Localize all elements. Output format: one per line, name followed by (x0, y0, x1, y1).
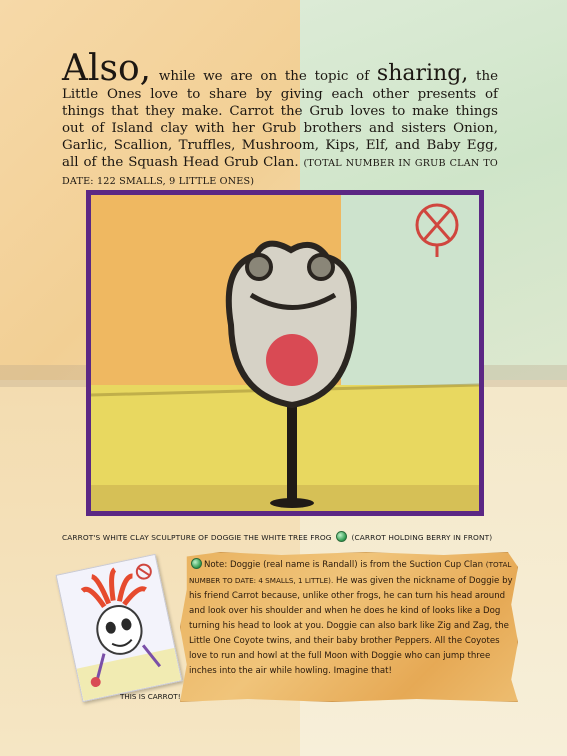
intro-paragraph (62, 48, 498, 190)
caption-text-a: CARROT'S WHITE CLAY SCULPTURE OF DOGGIE THE WHITE TREE FROG (62, 533, 335, 542)
intro-drop-word: Also, (62, 48, 152, 89)
intro-clan-total: (TOTAL NUMBER IN GRUB CLAN TO DATE: 122 SMALLS, 9 LITTLE ONES) (62, 158, 498, 187)
frog-sculpture-picture (86, 190, 484, 516)
note-clan-total: (TOTAL NUMBER TO DATE: 4 SMALLS, 1 LITTLE). (189, 560, 512, 585)
intro-text-a: while we are on the topic of (151, 69, 377, 84)
intro-sharing-word: sharing, (376, 61, 469, 86)
caption-text-b: (CARROT HOLDING BERRY IN FRONT) (349, 533, 493, 542)
frog-picture-caption (62, 531, 522, 542)
note-text (189, 557, 513, 679)
note-green-dot-icon (191, 558, 202, 569)
intro-text-b: the Little Ones love to share by giving each other presents of things that they make. Carrot the Grub loves to make things out of Island clay with her Grub brothers and sisters Onion, Garlic, Scallion, Truffles, Mushroom, Kips, Elf, and Baby Egg, all of the Squash Head Grub Clan. (62, 69, 498, 170)
frog-sculpture-drawing (91, 195, 479, 511)
note-text-a: Note: Doggie (real name is Randall) is from the Suction Cup Clan (204, 560, 486, 570)
carrot-caption: THIS IS CARROT! (120, 692, 181, 701)
green-dot-icon (336, 531, 347, 542)
note-text-b: He was given the nickname of Doggie by his friend Carrot because, unlike other frogs, he can turn his head around and look over his shoulder and when he does he kind of looks like a Dog turning his head to look at you. Doggie can also bark like Zig and Zag, the Little One Coyote twins, and their baby brother Peppers. All the Coyotes love to run and howl at the full Moon with Doggie who can jump three inches into the air while howling. Imagine that! (189, 576, 513, 676)
